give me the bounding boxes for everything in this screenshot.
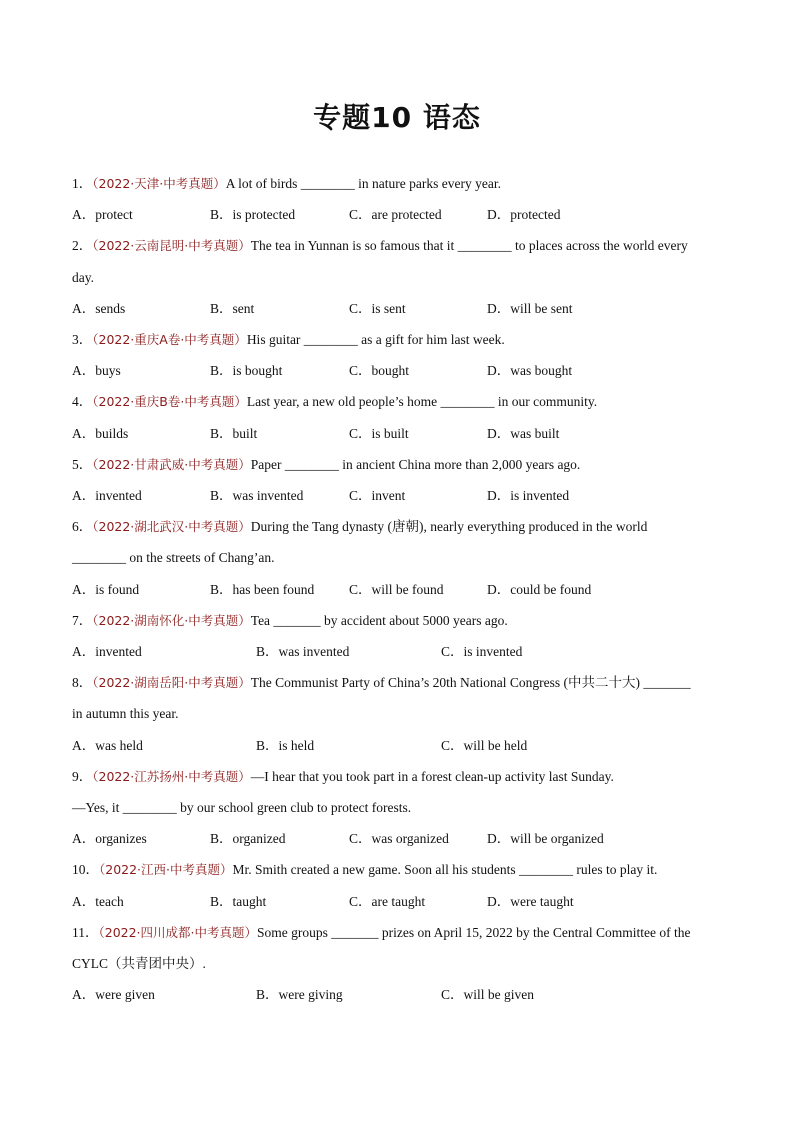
question-stem: [72, 675, 691, 691]
question-source: （2022·四川成都·中考真题）: [98, 924, 258, 940]
answer-option[interactable]: B．is held: [256, 737, 315, 753]
answer-option[interactable]: B．taught: [210, 893, 267, 909]
question-text: Some groups _______ prizes on April 15, 2022 by the Central Committee of the: [257, 924, 691, 940]
question-stem-continued: in autumn this year.: [72, 706, 179, 722]
answer-option[interactable]: B．organized: [210, 831, 286, 847]
question-stem-continued: —Yes, it ________ by our school green club to protect forests.: [72, 800, 412, 815]
answer-option[interactable]: A．teach: [72, 893, 124, 909]
question-text: Mr. Smith created a new game. Soon all his students ________ rules to play it.: [232, 862, 658, 878]
answer-option[interactable]: C．invent: [349, 488, 406, 503]
question-stem: [72, 394, 597, 410]
answer-option[interactable]: D．was bought: [487, 363, 573, 379]
question-stem: [72, 925, 690, 941]
question-number: 7．: [72, 612, 93, 628]
question-source: （2022·云南昆明·中考真题）: [92, 238, 251, 254]
question-source: （2022·天津·中考真题）: [92, 176, 226, 191]
question-source: （2022·重庆B卷·中考真题）: [92, 394, 247, 410]
answer-option[interactable]: D．will be organized: [487, 831, 604, 847]
answer-option[interactable]: A．builds: [72, 425, 129, 441]
question-stem: [72, 238, 688, 254]
question-stem: [72, 769, 614, 785]
question-number: 1．: [72, 176, 93, 191]
answer-option[interactable]: C．is invented: [441, 644, 523, 659]
answer-option[interactable]: C．is built: [349, 425, 409, 441]
answer-option[interactable]: A．invented: [72, 644, 142, 659]
question-stem: [72, 862, 657, 878]
answer-option[interactable]: A．buys: [72, 363, 121, 379]
question-text: His guitar ________ as a gift for him last week.: [246, 332, 505, 347]
question-number: 9．: [72, 768, 93, 784]
question-text: —I hear that you took part in a forest clean-up activity last Sunday.: [250, 768, 614, 784]
answer-option[interactable]: A．sends: [72, 300, 126, 316]
answer-option[interactable]: D．is invented: [487, 488, 570, 503]
answer-option[interactable]: A．invented: [72, 488, 142, 503]
answer-option[interactable]: B．is protected: [210, 207, 296, 223]
question-text: Tea _______ by accident about 5000 years ago.: [250, 612, 508, 628]
question-stem: [72, 613, 508, 629]
answer-option[interactable]: C．is sent: [349, 300, 406, 316]
question-text: Last year, a new old people’s home ________ in our community.: [246, 394, 598, 410]
answer-option[interactable]: D．protected: [487, 207, 561, 223]
answer-option[interactable]: B．has been found: [210, 581, 315, 597]
answer-option[interactable]: A．organizes: [72, 831, 147, 847]
question-number: 6．: [72, 519, 93, 535]
answer-option[interactable]: B．was invented: [256, 644, 350, 659]
question-stem: [72, 519, 647, 535]
answer-option[interactable]: D．were taught: [487, 893, 574, 909]
question-number: 2．: [72, 238, 93, 254]
question-text: During the Tang dynasty (唐朝), nearly everything produced in the world: [250, 519, 648, 535]
question-source: （2022·重庆A卷·中考真题）: [92, 332, 247, 347]
question-stem: [72, 332, 505, 348]
question-stem-continued: ________ on the streets of Chang’an.: [72, 550, 275, 566]
question-number: 8．: [72, 675, 93, 691]
answer-option[interactable]: C．are protected: [349, 207, 442, 223]
question-source: （2022·江西·中考真题）: [99, 862, 233, 878]
question-number: 4．: [72, 394, 93, 410]
answer-option[interactable]: C．will be held: [441, 737, 528, 753]
question-stem-continued: day.: [72, 269, 94, 285]
question-source: （2022·湖南怀化·中考真题）: [92, 612, 251, 628]
question-number: 5．: [72, 456, 93, 472]
question-source: （2022·甘肃武威·中考真题）: [92, 456, 251, 472]
question-number: 3．: [72, 332, 93, 347]
answer-option[interactable]: A．is found: [72, 581, 140, 597]
question-number: 11．: [72, 924, 99, 940]
question-source: （2022·湖南岳阳·中考真题）: [92, 675, 251, 691]
answer-option[interactable]: C．will be given: [441, 987, 534, 1003]
question-number: 10．: [72, 862, 99, 878]
question-stem: [72, 457, 580, 473]
page-title: 专题10 语态: [313, 101, 481, 134]
question-text: The Communist Party of China’s 20th National Congress (中共二十大) _______: [250, 675, 691, 691]
answer-option[interactable]: D．could be found: [487, 581, 592, 597]
answer-option[interactable]: A．was held: [72, 737, 143, 753]
answer-option[interactable]: A．were given: [72, 987, 155, 1003]
answer-option[interactable]: C．will be found: [349, 581, 444, 597]
answer-option[interactable]: D．will be sent: [487, 300, 573, 316]
question-source: （2022·江苏扬州·中考真题）: [92, 768, 251, 784]
answer-option[interactable]: C．bought: [349, 363, 410, 379]
answer-option[interactable]: C．was organized: [349, 831, 449, 847]
question-text: A lot of birds ________ in nature parks every year.: [225, 176, 501, 191]
answer-option[interactable]: B．was invented: [210, 488, 304, 503]
question-text: Paper ________ in ancient China more than 2,000 years ago.: [250, 456, 581, 472]
answer-option[interactable]: B．is bought: [210, 363, 283, 379]
answer-option[interactable]: B．built: [210, 425, 258, 441]
answer-option[interactable]: C．are taught: [349, 893, 426, 909]
answer-option[interactable]: B．were giving: [256, 987, 343, 1003]
answer-option[interactable]: B．sent: [210, 300, 255, 316]
question-text: The tea in Yunnan is so famous that it ________ to places across the world every: [250, 238, 688, 254]
question-stem-continued: CYLC（共青团中央）.: [72, 956, 206, 971]
answer-option[interactable]: A．protect: [72, 207, 133, 223]
answer-option[interactable]: D．was built: [487, 425, 560, 441]
question-stem: [72, 176, 501, 192]
question-source: （2022·湖北武汉·中考真题）: [92, 519, 251, 535]
